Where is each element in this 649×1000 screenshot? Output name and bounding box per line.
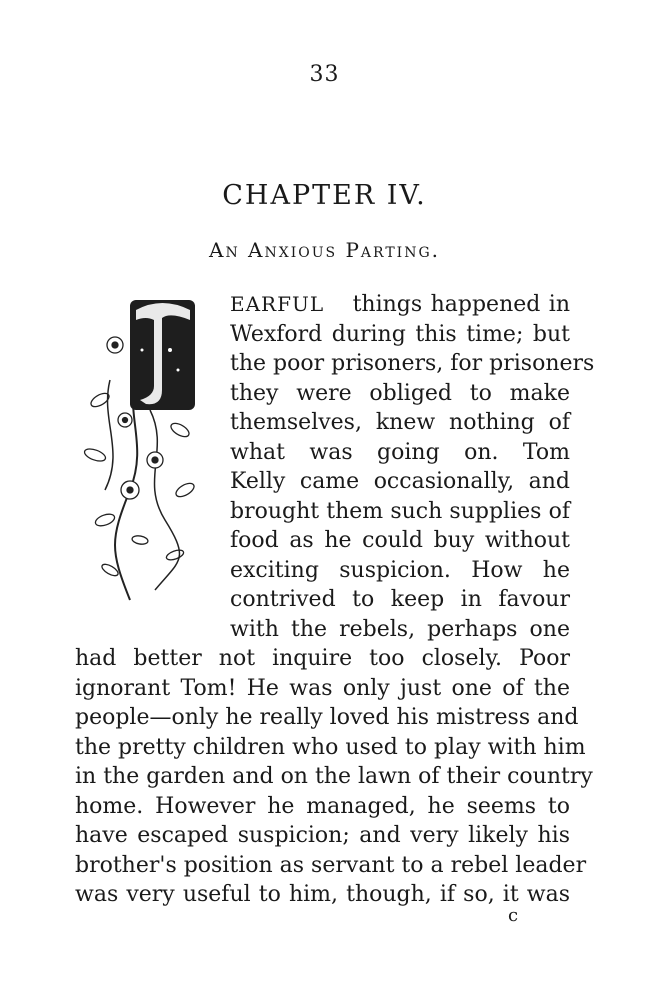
text-line-2: Wexford during this time; but: [230, 321, 570, 347]
chapter-subtitle: An Anxious Parting.: [209, 238, 440, 262]
ornamental-dropcap: [70, 290, 220, 620]
text-line-15: people—only he really loved his mistress and: [75, 705, 579, 730]
text-line-12: with the rebels, perhaps one: [230, 616, 570, 642]
text-line-1: [230, 290, 570, 319]
text-line-19: have escaped suspicion; and very likely his: [75, 823, 570, 848]
text-line-14: ignorant Tom! He was only just one of the: [75, 675, 570, 701]
text-line-3: the poor prisoners, for prisoners: [230, 351, 595, 376]
text-line-5: themselves, knew nothing of: [230, 410, 570, 435]
text-line-10: exciting suspicion. How he: [230, 557, 570, 583]
text-line-7: Kelly came occasionally, and: [230, 469, 570, 494]
text-line-11: contrived to keep in favour: [230, 587, 570, 612]
signature-mark: c: [508, 905, 519, 926]
text-line-6: what was going on. Tom: [230, 439, 570, 465]
first-word-rest: EARFUL: [230, 292, 325, 316]
text-line-13: had better not inquire too closely. Poor: [75, 646, 570, 671]
text-line-16: the pretty children who used to play with him: [75, 734, 586, 760]
text-line-9: food as he could buy without: [230, 528, 570, 553]
text-line-20: brother's position as servant to a rebel leader: [75, 852, 587, 878]
dropcap-letter: F: [70, 290, 71, 291]
text-line-21: was very useful to him, though, if so, it was: [75, 882, 570, 907]
line-text: things happened in: [352, 292, 570, 317]
page-number: 33: [309, 62, 340, 87]
text-line-18: home. However he managed, he seems to: [75, 793, 570, 819]
chapter-heading: CHAPTER IV.: [222, 180, 427, 211]
text-line-17: in the garden and on the lawn of their country: [75, 764, 593, 789]
text-line-8: brought them such supplies of: [230, 498, 570, 524]
text-line-4: they were obliged to make: [230, 380, 570, 406]
